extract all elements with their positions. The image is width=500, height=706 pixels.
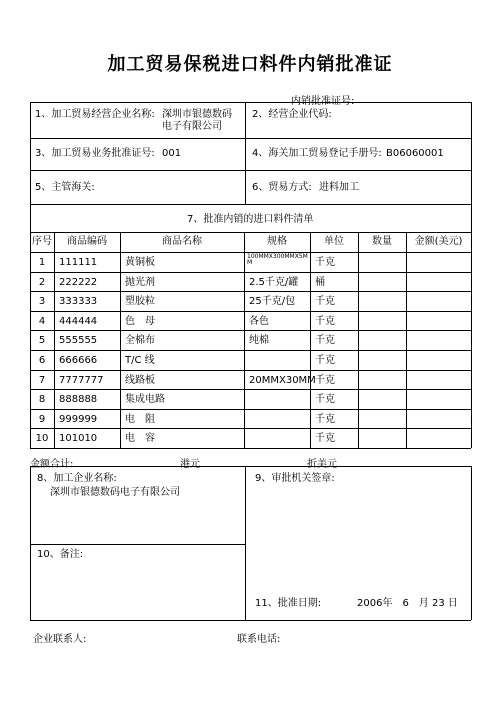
rule (30, 350, 471, 351)
column-header-quantity: 数量 (372, 236, 392, 247)
row-6-name: T/C 线 (125, 355, 155, 366)
row-9-name: 电 阻 (125, 414, 155, 425)
column-header-amount: 金额(美元) (414, 236, 463, 247)
rule (30, 466, 471, 467)
row-3-spec: 25千克/包 (249, 296, 296, 307)
row-1-name: 黄铜板 (125, 257, 155, 268)
row-2-no: 2 (38, 277, 46, 288)
rule (30, 409, 471, 410)
row-9-code: 999999 (59, 414, 98, 425)
row-5-code: 555555 (59, 335, 98, 346)
rule (30, 232, 471, 233)
row-2-unit: 桶 (315, 277, 325, 288)
column-header-spec: 规格 (267, 236, 287, 247)
rule (54, 232, 55, 448)
rule (30, 620, 471, 621)
rule (30, 272, 471, 273)
rule (30, 330, 471, 331)
column-header-name: 商品名称 (162, 236, 202, 247)
rule (30, 544, 245, 545)
page-title: 加工贸易保税进口料件内销批准证 (107, 54, 393, 75)
row-3-no: 3 (38, 296, 46, 307)
row-5-name: 全棉布 (125, 335, 155, 346)
rule (245, 466, 246, 620)
row-10-code: 101010 (59, 433, 98, 444)
rule (30, 448, 471, 449)
row-3-code: 333333 (59, 296, 98, 307)
enterprise-code-label: 2、经营企业代码: (252, 109, 332, 120)
enterprise-name-value-cont: 电子有限公司 (162, 121, 222, 132)
row-3-unit: 千克 (315, 296, 335, 307)
customs-manual-label: 4、海关加工贸易登记手册号: (252, 148, 382, 159)
row-8-unit: 千克 (315, 394, 335, 405)
row-10-no: 10 (35, 433, 49, 444)
rule (30, 389, 471, 390)
row-10-unit: 千克 (315, 433, 335, 444)
enterprise-name-label: 1、加工贸易经营企业名称: (35, 109, 155, 120)
row-1-unit: 千克 (315, 257, 335, 268)
rule (244, 232, 245, 448)
trade-mode-label: 6、贸易方式: (252, 182, 312, 193)
approval-date-value: 2006年 6 月 23 日 (357, 598, 458, 609)
rule (30, 311, 471, 312)
row-2-code: 222222 (59, 277, 98, 288)
row-9-unit: 千克 (315, 414, 335, 425)
row-6-unit: 千克 (315, 355, 335, 366)
remarks-label: 10、备注: (37, 549, 84, 560)
row-2-name: 抛光剂 (125, 277, 155, 288)
row-4-name: 色 母 (125, 316, 155, 327)
row-3-name: 塑胶粒 (125, 296, 155, 307)
row-7-name: 线路板 (125, 375, 155, 386)
row-5-no: 5 (38, 335, 46, 346)
processing-enterprise-value: 深圳市银德数码电子有限公司 (50, 487, 180, 498)
customs-manual-value: B06060001 (386, 148, 444, 159)
rule (30, 102, 471, 103)
rule (30, 204, 471, 205)
total-amount-label: 金额合计: (30, 459, 74, 470)
rule (245, 102, 246, 204)
rule (30, 291, 471, 292)
column-header-no: 序号 (32, 236, 52, 247)
rule (358, 232, 359, 448)
row-8-no: 8 (38, 394, 46, 405)
row-1-no: 1 (38, 257, 46, 268)
row-7-spec: 20MMX30MM (249, 375, 316, 386)
trade-mode-value: 进料加工 (319, 182, 359, 193)
row-8-code: 888888 (59, 394, 98, 405)
customs-label: 5、主管海关: (35, 182, 95, 193)
approval-date-label: 11、批准日期: (255, 598, 322, 609)
row-5-spec: 纯棉 (249, 335, 269, 346)
row-4-code: 444444 (59, 316, 98, 327)
rule (30, 466, 31, 620)
column-header-unit: 单位 (324, 236, 344, 247)
contact-phone-label: 联系电话: (237, 634, 281, 645)
usd-label: 折美元 (307, 459, 337, 470)
row-7-code: 7777777 (59, 375, 104, 386)
row-10-name: 电 容 (125, 433, 155, 444)
rule (30, 102, 31, 204)
row-7-unit: 千克 (315, 375, 335, 386)
row-5-unit: 千克 (315, 335, 335, 346)
row-9-no: 9 (38, 414, 46, 425)
rule (30, 428, 471, 429)
approval-authority-label: 9、审批机关签章: (255, 473, 335, 484)
row-4-spec: 各色 (249, 316, 269, 327)
row-1-code: 111111 (59, 257, 98, 268)
row-7-no: 7 (38, 375, 46, 386)
row-4-unit: 千克 (315, 316, 335, 327)
row-6-code: 666666 (59, 355, 98, 366)
rule (471, 102, 472, 204)
list-title: 7、批准内销的进口料件清单 (187, 214, 314, 225)
rule (471, 466, 472, 620)
processing-enterprise-label: 8、加工企业名称: (37, 473, 117, 484)
rule (30, 370, 471, 371)
rule (120, 232, 121, 448)
row-8-name: 集成电路 (125, 394, 165, 405)
rule (30, 138, 471, 139)
column-header-code: 商品编码 (67, 236, 107, 247)
contact-person-label: 企业联系人: (33, 634, 87, 645)
row-4-no: 4 (38, 316, 46, 327)
rule (310, 232, 311, 448)
business-approval-value: 001 (162, 148, 182, 159)
enterprise-name-value: 深圳市银德数码 (162, 109, 232, 120)
row-1-spec: 100MMX300MMX5M M (247, 253, 308, 266)
business-approval-label: 3、加工贸易业务批准证号: (35, 148, 155, 159)
row-6-no: 6 (38, 355, 46, 366)
rule (30, 170, 471, 171)
row-2-spec: 2.5千克/罐 (249, 277, 299, 288)
approval-number-label: 内销批准证号: (291, 96, 355, 107)
rule (406, 232, 407, 448)
rule (471, 204, 472, 448)
hkd-label: 港元 (180, 459, 200, 470)
